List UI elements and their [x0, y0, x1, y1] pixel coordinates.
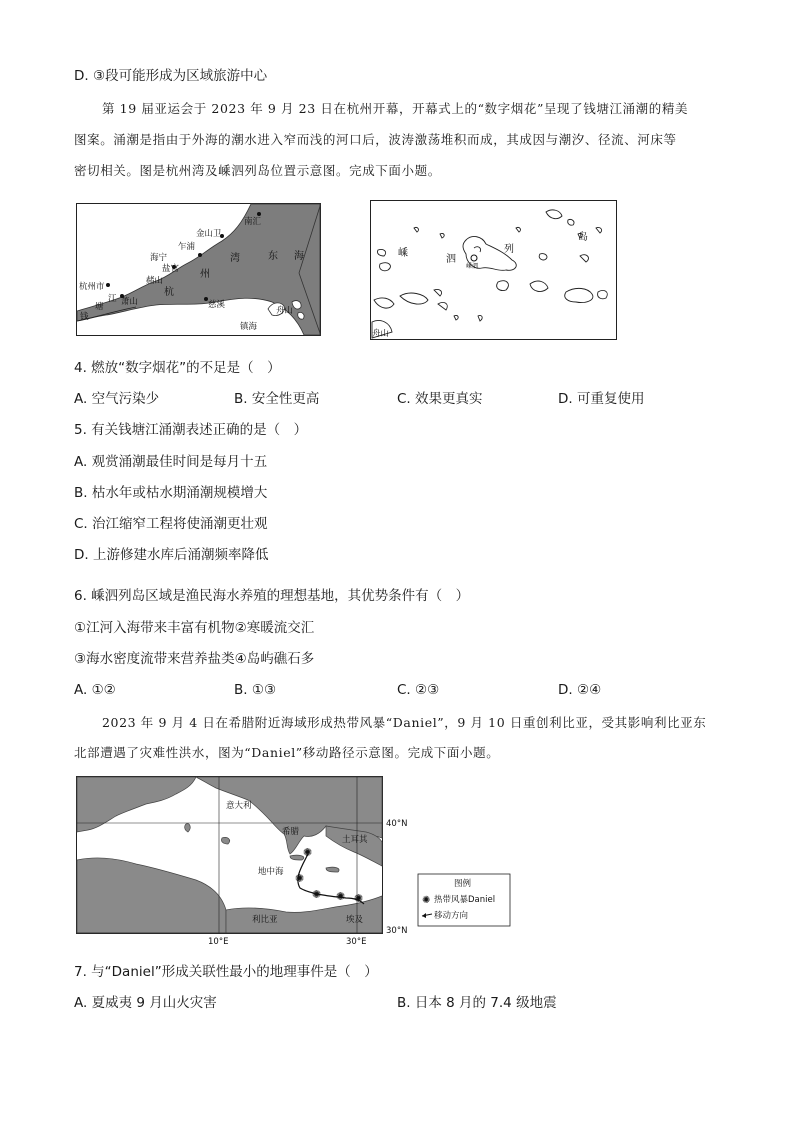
- passage2-line2: 北部遭遇了灾难性洪水，图为“Daniel”移动路径示意图。完成下面小题。: [74, 745, 500, 760]
- shengsi-islands-map: [370, 200, 617, 340]
- label-nanhui: 南汇: [244, 217, 262, 227]
- label-hangzhou: 杭州市: [79, 282, 105, 292]
- q6-statement-1: ①江河入海带来丰富有机物②寒暖流交汇: [74, 620, 315, 636]
- passage2-line1: 2023 年 9 月 4 日在希腊附近海域形成热带风暴“Daniel”，9 月 10 日重创利比亚，受其影响利比亚东: [102, 715, 707, 730]
- island-shape: [565, 288, 593, 302]
- label-libya: 利比亚: [252, 915, 278, 925]
- label-lon30: 30°E: [346, 937, 367, 946]
- storm-symbol-icon: ✺: [295, 872, 305, 885]
- label-tang: 塘: [95, 302, 104, 312]
- q5-option-d: D. 上游修建水库后涌潮频率降低: [74, 547, 269, 563]
- label-jiang: 江: [108, 294, 117, 304]
- label-greece: 希腊: [282, 827, 300, 837]
- island-shape: [298, 312, 304, 319]
- label-cixi: 慈溪: [208, 300, 226, 310]
- island-shape: [598, 290, 608, 298]
- q5-option-c: C. 治江缩窄工程将使涌潮更壮观: [74, 516, 268, 532]
- passage1-line1: 第 19 届亚运会于 2023 年 9 月 23 日在杭州开幕，开幕式上的“数字烟花”呈现了钱塘江涌潮的精美: [102, 101, 689, 116]
- q3-option-d: D. ③段可能形成为区域旅游中心: [74, 68, 268, 84]
- storm-legend-icon: ✺: [422, 895, 431, 906]
- legend-direction: 移动方向: [434, 911, 469, 921]
- q5-option-a: A. 观赏涌潮最佳时间是每月十五: [74, 454, 268, 470]
- label-lie: 列: [504, 244, 514, 255]
- label-dong: 东: [268, 251, 278, 262]
- label-ganpu: 赭山: [146, 276, 164, 286]
- q4-option-b: B. 安全性更高: [234, 391, 320, 407]
- island-crete: [290, 855, 304, 860]
- q5-option-b: B. 枯水年或枯水期涌潮规模增大: [74, 485, 268, 501]
- label-zhoushan-island: 舟山: [276, 306, 294, 316]
- city-dot: [257, 212, 261, 216]
- island-cyprus: [326, 867, 339, 872]
- city-dot: [198, 253, 202, 257]
- storm-symbol-icon: ✺: [303, 846, 313, 859]
- label-turkey: 土耳其: [342, 835, 368, 845]
- q6-statement-2: ③海水密度流带来营养盐类④岛屿礁石多: [74, 651, 315, 667]
- label-haining: 海宁: [150, 253, 168, 263]
- storm-symbol-icon: ✺: [336, 890, 346, 903]
- q7-option-b: B. 日本 8 月的 7.4 级地震: [397, 995, 557, 1011]
- storm-symbol-icon: ✺: [354, 892, 364, 905]
- passage1-line2: 图案。涌潮是指由于外海的潮水进入窄而浅的河口后，波涛激荡堆积而成，其成因与潮汐、径流、河床等: [74, 132, 677, 147]
- q6-option-d: D. ②④: [558, 682, 602, 698]
- label-town: 嵊泗: [466, 263, 479, 270]
- label-hai: 海: [294, 251, 304, 262]
- q7-option-a: A. 夏威夷 9 月山火灾害: [74, 995, 217, 1011]
- q4-stem: 4. 燃放“数字烟花”的不足是（ ）: [74, 360, 281, 376]
- label-qian: 钱: [80, 312, 89, 322]
- label-zhoushan: 舟山: [372, 329, 390, 339]
- q6-stem: 6. 嵊泗列岛区域是渔民海水养殖的理想基地，其优势条件有（ ）: [74, 588, 470, 604]
- label-egypt: 埃及: [346, 915, 364, 925]
- island-shape: [568, 219, 574, 225]
- label-yanguan: 盐官: [162, 264, 180, 274]
- label-sheng: 嵊: [398, 248, 408, 259]
- hangzhou-bay-map: [76, 203, 321, 336]
- label-wan: 湾: [230, 253, 240, 264]
- label-dao: 岛: [578, 232, 588, 243]
- label-zhapu: 乍浦: [178, 242, 196, 252]
- q7-stem: 7. 与“Daniel”形成关联性最小的地理事件是（ ）: [74, 964, 378, 980]
- legend-title: 图例: [454, 879, 472, 889]
- q4-option-d: D. 可重复使用: [558, 391, 645, 407]
- legend-storm: 热带风暴Daniel: [434, 895, 496, 905]
- passage1-line3: 密切相关。图是杭州湾及嵊泗列岛位置示意图。完成下面小题。: [74, 163, 441, 178]
- q5-stem: 5. 有关钱塘江涌潮表述正确的是（ ）: [74, 422, 308, 438]
- q6-option-c: C. ②③: [397, 682, 440, 698]
- label-lat30: 30°N: [386, 926, 408, 936]
- q6-option-a: A. ①②: [74, 682, 116, 698]
- map-legend: [418, 874, 510, 926]
- label-hang: 杭: [164, 287, 174, 298]
- label-jinshanwei: 金山卫: [196, 229, 222, 239]
- q4-option-a: A. 空气污染少: [74, 391, 160, 407]
- label-zhenhai: 镇海: [240, 322, 258, 332]
- label-si: 泗: [446, 254, 456, 265]
- label-xiaoshan: 萧山: [121, 297, 139, 307]
- q4-option-c: C. 效果更真实: [397, 391, 483, 407]
- island-shape: [497, 281, 509, 291]
- island-shape: [539, 254, 547, 260]
- label-lon10: 10°E: [208, 937, 229, 946]
- daniel-path-map: [76, 776, 516, 946]
- city-dot: [106, 283, 110, 287]
- label-med: 地中海: [258, 867, 284, 877]
- island-shape: [380, 263, 391, 271]
- q6-option-b: B. ①③: [234, 682, 277, 698]
- label-zhou: 州: [200, 269, 210, 280]
- storm-symbol-icon: ✺: [312, 888, 322, 901]
- label-lat40: 40°N: [386, 819, 408, 829]
- label-italy: 意大利: [226, 801, 252, 811]
